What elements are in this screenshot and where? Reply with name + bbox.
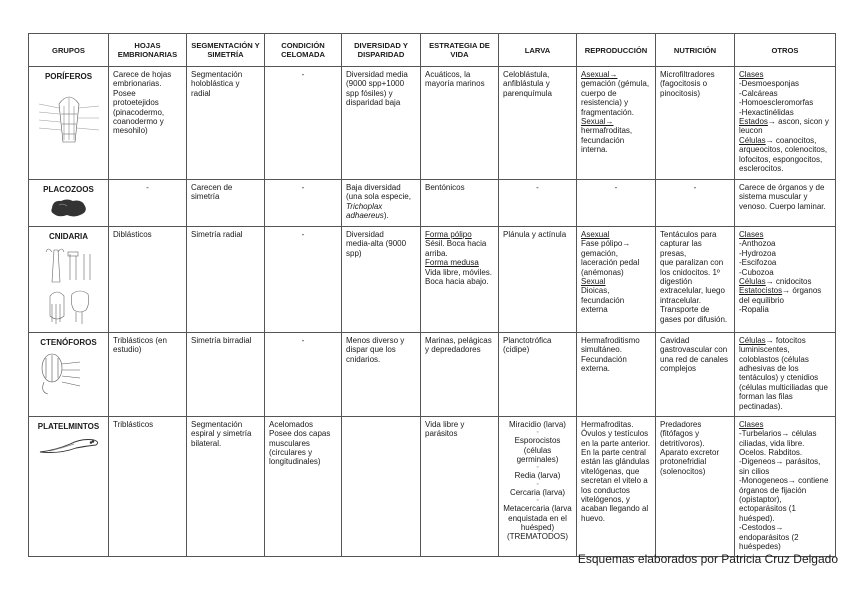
nutricion-cell: Predadores (fitófagos y detritívoros). Aparato excretor protonefridial (solenocitos) bbox=[656, 416, 735, 556]
larva-cell: Planctotrófica (cidipe) bbox=[499, 332, 577, 416]
table-row bbox=[29, 416, 836, 556]
placozoan-illustration bbox=[33, 197, 104, 221]
diversidad-cell: Diversidad media-alta (9000 spp) bbox=[342, 227, 421, 333]
table-row bbox=[29, 227, 836, 333]
diversidad-cell bbox=[342, 416, 421, 556]
reproduccion-cell: Hermafroditismo simultáneo. Fecundación externa. bbox=[577, 332, 656, 416]
otros-cell: Clases -Turbelarios→ células ciliadas, vida libre. Ocelos. Rabditos. -Digeneos→ parásitos, sin cilios -Monogeneos→ contiene órganos de fijación (opistaptor), ectoparásitos (1 huésped). -Cestodos→ endoparásitos (2 huéspedes) bbox=[735, 416, 836, 556]
diversidad-cell: Diversidad media (9000 spp+1000 spp fósiles) y disparidad baja bbox=[342, 67, 421, 180]
reproduccion-cell: - bbox=[577, 180, 656, 227]
segmentacion-cell: Simetría radial bbox=[187, 227, 265, 333]
group-cell bbox=[29, 227, 109, 333]
cnidaria-illustration bbox=[33, 244, 104, 328]
header-estrategia: ESTRATEGIA DE VIDA bbox=[421, 34, 499, 67]
hojas-cell: - bbox=[109, 180, 187, 227]
table-row bbox=[29, 67, 836, 180]
estrategia-cell: Acuáticos, la mayoría marinos bbox=[421, 67, 499, 180]
nutricion-cell: Microfiltradores (fagocitosis o pinocitosis) bbox=[656, 67, 735, 180]
otros-cell: Células→ fotocitos luminiscentes, coloblastos (células adhesivas de los tentáculos) y ctenidios (células multiciliadas que forman las filas pectinadas). bbox=[735, 332, 836, 416]
estrategia-cell: Marinas, pelágicas y depredadores bbox=[421, 332, 499, 416]
diversidad-cell: Baja diversidad (una sola especie, Trichoplax adhaereus). bbox=[342, 180, 421, 227]
estrategia-cell: Forma pólipo Sésil. Boca hacia arriba. Forma medusa Vida libre, móviles. Boca hacia abajo. bbox=[421, 227, 499, 333]
group-cell bbox=[29, 332, 109, 416]
reproduccion-cell: Asexual→ gemación (gémula, cuerpo de resistencia) y fragmentación. Sexual→ hermafroditas, fecundación interna. bbox=[577, 67, 656, 180]
segmentacion-cell: Carecen de simetría bbox=[187, 180, 265, 227]
header-larva: LARVA bbox=[499, 34, 577, 67]
group-name: PLATELMINTOS bbox=[37, 421, 100, 431]
celoma-cell: - bbox=[265, 67, 342, 180]
nutricion-cell: - bbox=[656, 180, 735, 227]
estrategia-cell: Vida libre y parásitos bbox=[421, 416, 499, 556]
group-name: PLACOZOOS bbox=[43, 185, 94, 194]
larva-cell: Celoblástula, anfiblástula y parenquímula bbox=[499, 67, 577, 180]
group-cell bbox=[29, 416, 109, 556]
segmentacion-cell: Segmentación holoblástica y radial bbox=[187, 67, 265, 180]
header-reproduccion: REPRODUCCIÓN bbox=[577, 34, 656, 67]
footer-credit: Esquemas elaborados por Patricia Cruz Delgado bbox=[577, 552, 838, 566]
larva-cell: Miracidio (larva) ◦ Esporocistos (células germinales) ◦ Redia (larva) ◦ Cercaria (larva) ◦ Metacercaria (larva enquistada en el huésped) (TREMATODOS) bbox=[499, 416, 577, 556]
ctenophore-illustration bbox=[33, 350, 104, 400]
hojas-cell: Carece de hojas embrionarias. Posee protoetejidos (pinacodermo, coanodermo y mesohilo) bbox=[109, 67, 187, 180]
header-diversidad: DIVERSIDAD Y DISPARIDAD bbox=[342, 34, 421, 67]
segmentacion-cell: Simetría birradial bbox=[187, 332, 265, 416]
flatworm-illustration bbox=[33, 434, 104, 458]
header-celoma: CONDICIÓN CELOMADA bbox=[265, 34, 342, 67]
comparison-table bbox=[28, 33, 836, 557]
hojas-cell: Triblásticos bbox=[109, 416, 187, 556]
nutricion-cell: Tentáculos para capturar las presas, que paralizan con los cnidocitos. 1º digestión extracelular, luego intracelular. Transporte de gases por difusión. bbox=[656, 227, 735, 333]
otros-cell: Clases -Desmoesponjas -Calcáreas -Homoescleromorfas -Hexactinélidas Estados→ ascon, sicon y leucon Células→ coanocitos, arqueocitos, colenocitos, lofocitos, espongocitos, esclerocitos. bbox=[735, 67, 836, 180]
reproduccion-cell: Hermafroditas. Óvulos y testículos en la parte anterior. En la parte central están las glándulas vitelógenas, que secretan el vitelo a los conductos vitelógenos, y acaban llegando al huevo. bbox=[577, 416, 656, 556]
table-row bbox=[29, 180, 836, 227]
group-name: CNIDARIA bbox=[48, 232, 89, 241]
diversidad-cell: Menos diverso y dispar que los cnidarios. bbox=[342, 332, 421, 416]
celoma-cell: - bbox=[265, 180, 342, 227]
hojas-cell: Diblásticos bbox=[109, 227, 187, 333]
header-row bbox=[29, 34, 836, 67]
celoma-cell: Acelomados Posee dos capas musculares (circulares y longitudinales) bbox=[265, 416, 342, 556]
group-name: PORÍFEROS bbox=[44, 72, 93, 81]
otros-cell: Clases -Anthozoa -Hydrozoa -Escifozoa -Cubozoa Células→ cnidocitos Estatocistos→ órganos del equilibrio -Ropalia bbox=[735, 227, 836, 333]
table-row bbox=[29, 332, 836, 416]
header-hojas: HOJAS EMBRIONARIAS bbox=[109, 34, 187, 67]
nutricion-cell: Cavidad gastrovascular con una red de canales complejos bbox=[656, 332, 735, 416]
estrategia-cell: Bentónicos bbox=[421, 180, 499, 227]
group-cell bbox=[29, 67, 109, 180]
sponge-illustration bbox=[33, 84, 104, 148]
header-segmentacion: SEGMENTACIÓN Y SIMETRÍA bbox=[187, 34, 265, 67]
group-cell bbox=[29, 180, 109, 227]
segmentacion-cell: Segmentación espiral y simetría bilateral. bbox=[187, 416, 265, 556]
header-grupos: GRUPOS bbox=[29, 34, 109, 67]
celoma-cell: - bbox=[265, 332, 342, 416]
otros-cell: Carece de órganos y de sistema muscular y venoso. Cuerpo laminar. bbox=[735, 180, 836, 227]
group-name: CTENÓFOROS bbox=[40, 337, 97, 347]
hojas-cell: Triblásticos (en estudio) bbox=[109, 332, 187, 416]
larva-cell: - bbox=[499, 180, 577, 227]
larva-cell: Plánula y actínula bbox=[499, 227, 577, 333]
reproduccion-cell: Asexual Fase pólipo→ gemación, laceración pedal (anémonas) Sexual Dioicas, fecundación externa bbox=[577, 227, 656, 333]
header-otros: OTROS bbox=[735, 34, 836, 67]
header-nutricion: NUTRICIÓN bbox=[656, 34, 735, 67]
celoma-cell: - bbox=[265, 227, 342, 333]
